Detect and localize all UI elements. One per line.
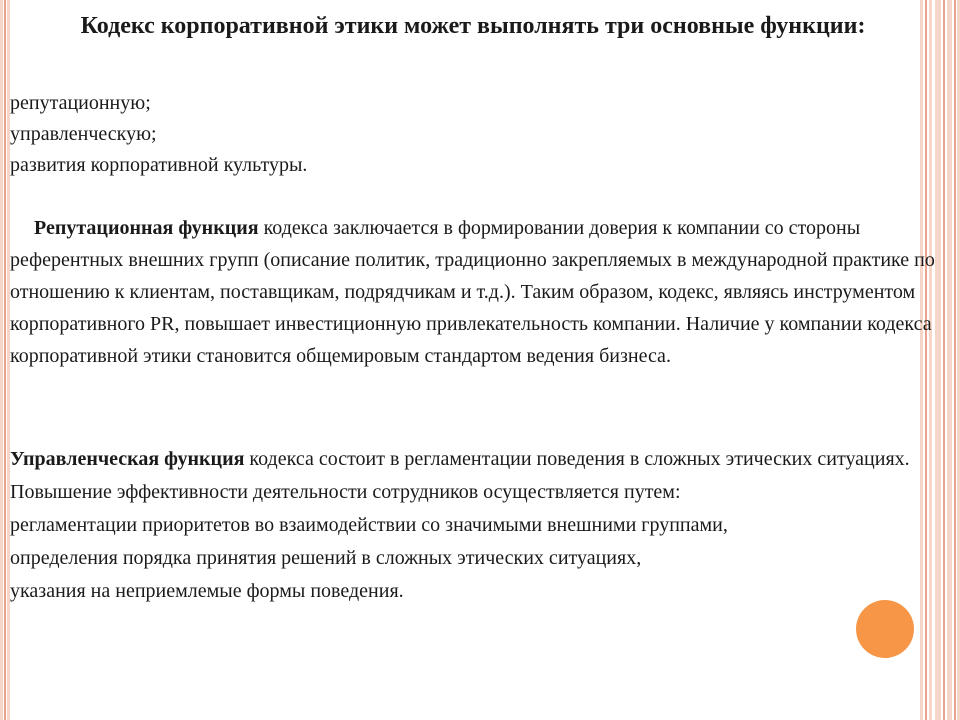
management-intro	[10, 443, 950, 509]
management-heading: Управленческая функция	[10, 448, 245, 470]
list-item: регламентации приоритетов во взаимодействии со значимыми внешними группами,	[10, 514, 728, 536]
reputation-text: кодекса заключается в формировании доверия к компании со стороны референтных внешних групп (описание политик, традиционно закрепляемых в международной практике по отношению к клиентам, поставщикам, подрядчикам и т.д.). Таким образом, кодекс, являясь инструментом корпоративного PR, повышает инвестиционную привлекательность компании. Наличие у компании кодекса корпоративной этики становится общемировым стандартом ведения бизнеса.	[10, 217, 935, 367]
orange-circle-decoration	[856, 600, 914, 658]
list-item: указания на неприемлемые формы поведения.	[10, 580, 404, 602]
functions-list	[10, 88, 910, 181]
list-item: репутационную;	[10, 92, 151, 114]
list-item: управленческую;	[10, 123, 157, 145]
management-text: кодекса состоит в регламентации поведения в сложных этических ситуациях. Повышение эффективности деятельности сотрудников осуществляется путем:	[10, 448, 910, 503]
list-item: определения порядка принятия решений в сложных этических ситуациях,	[10, 547, 642, 569]
list-item: развития корпоративной культуры.	[10, 154, 308, 176]
management-paragraph	[10, 443, 950, 608]
slide-title: Кодекс корпоративной этики может выполнять три основные функции:	[80, 13, 866, 39]
reputation-heading: Репутационная функция	[34, 217, 259, 239]
reputation-paragraph	[10, 212, 950, 372]
